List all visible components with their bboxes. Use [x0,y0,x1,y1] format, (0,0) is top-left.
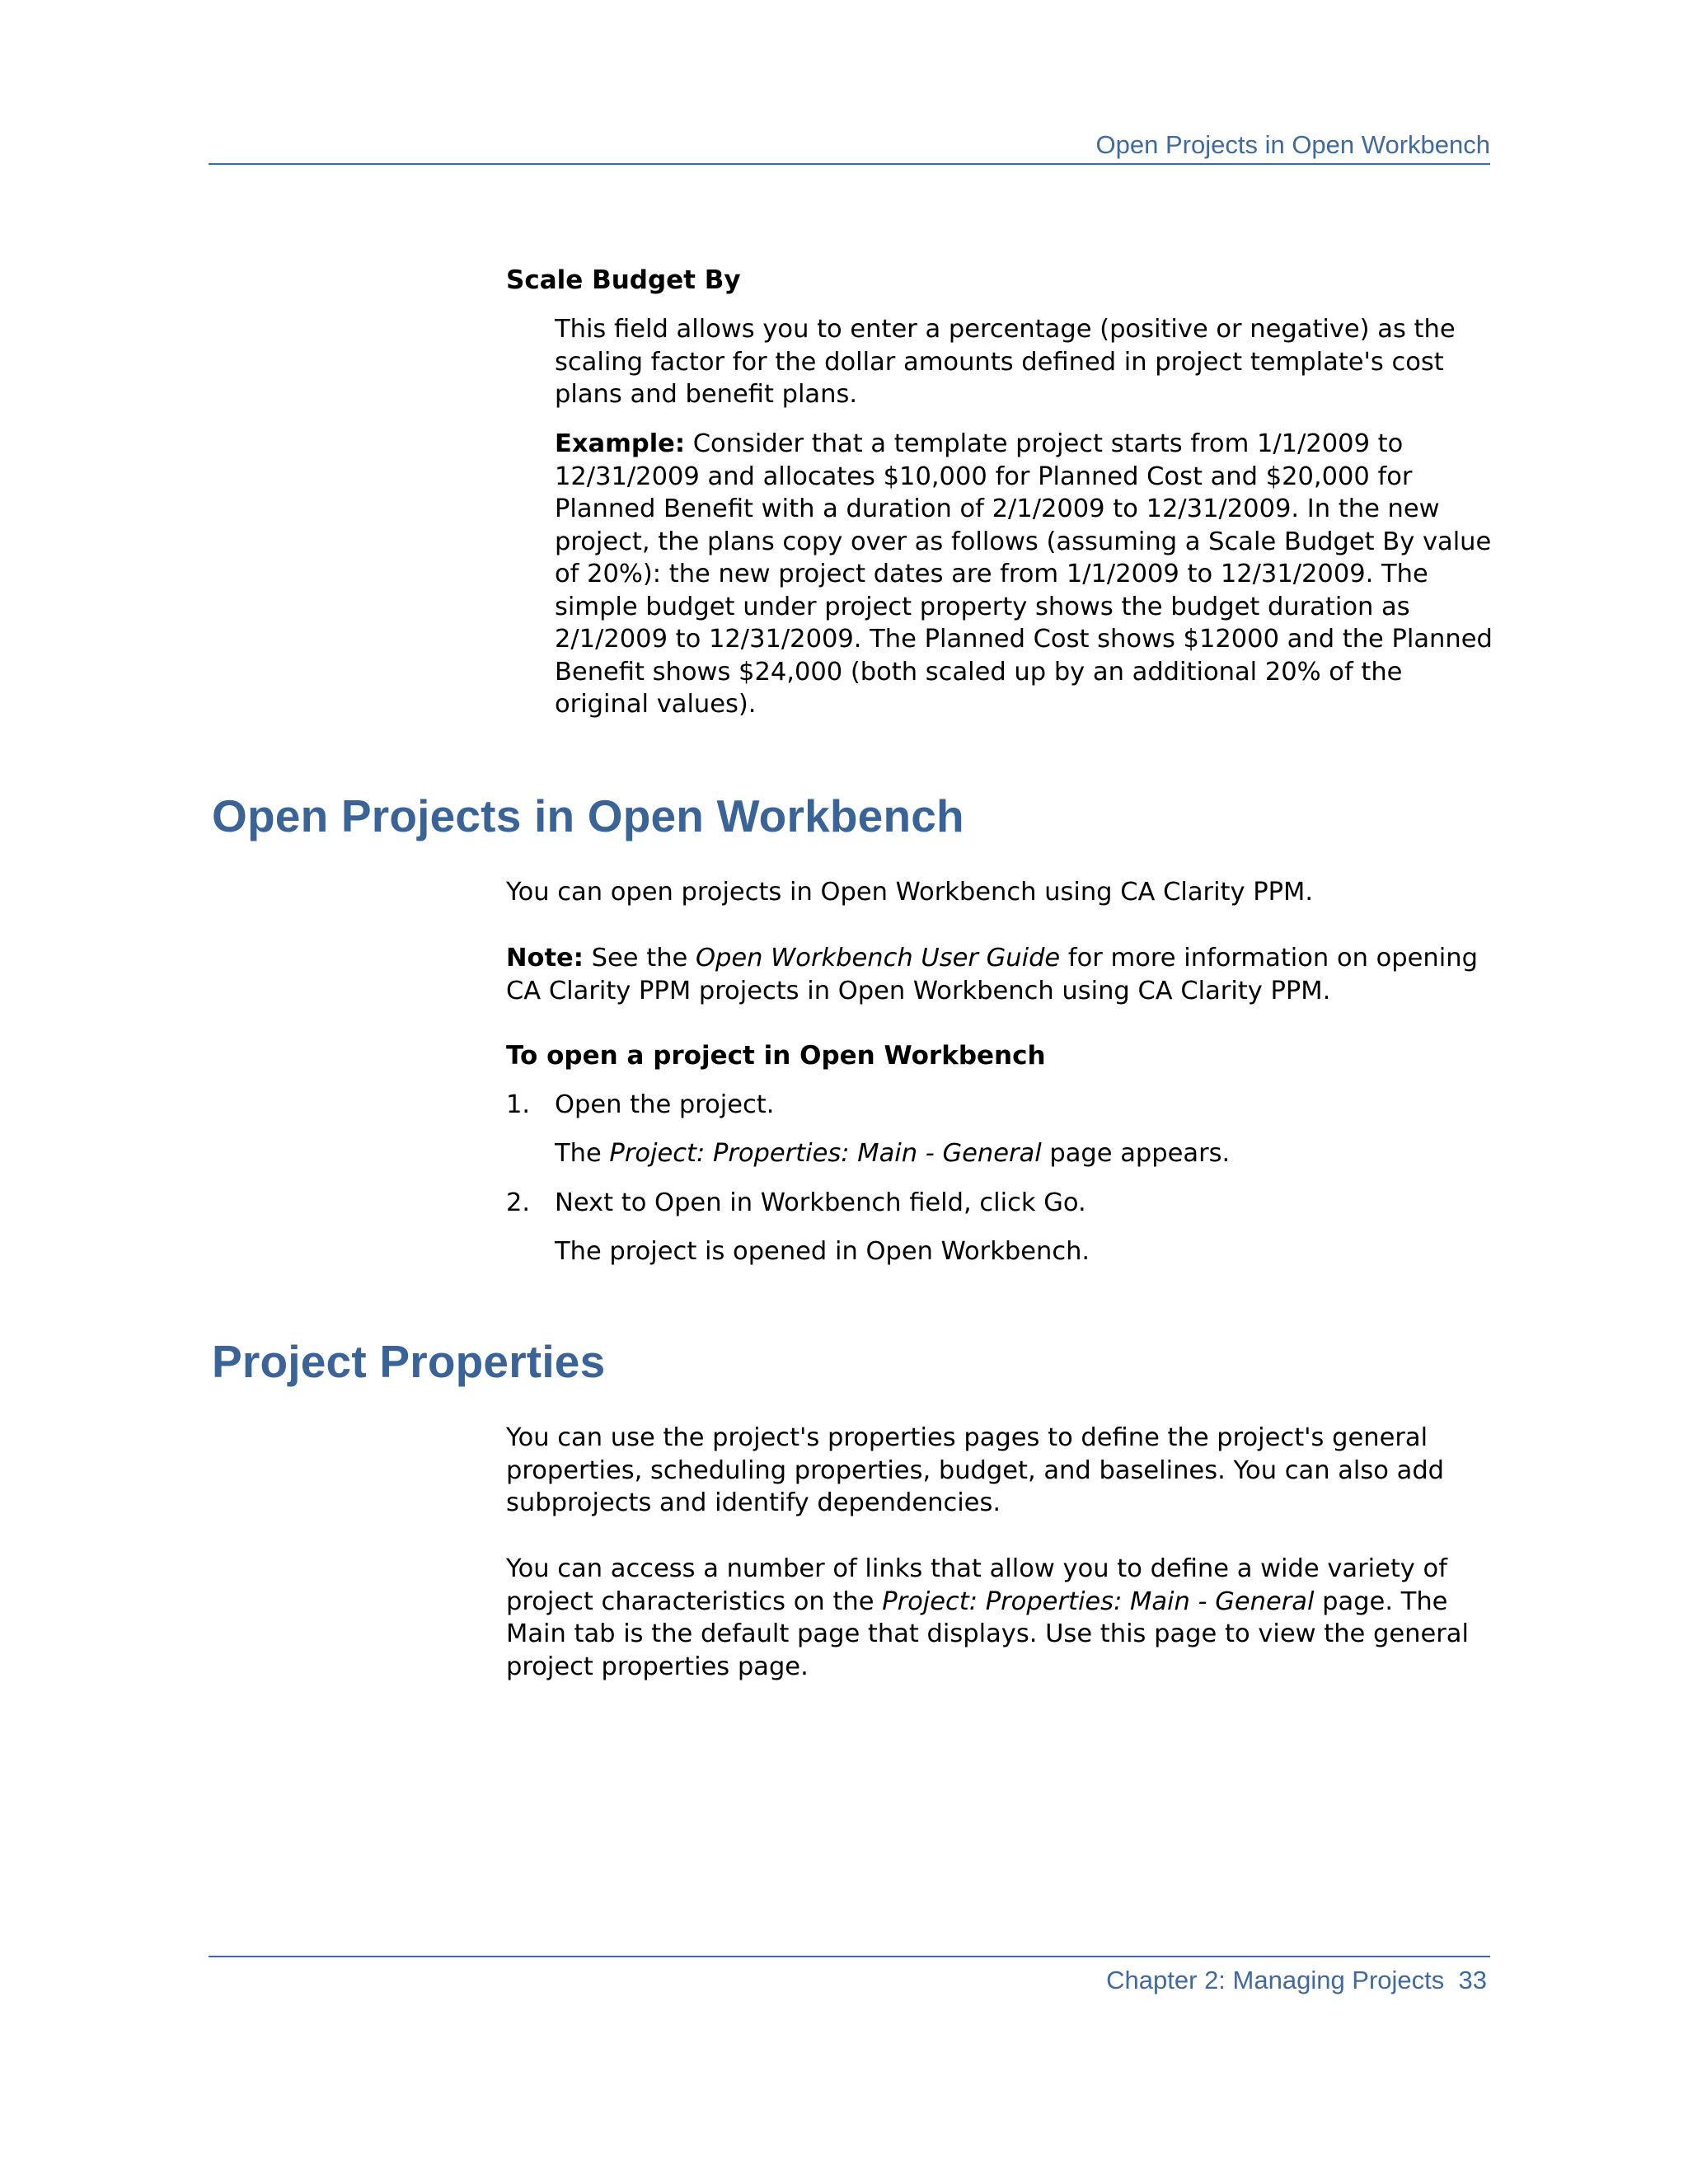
project-properties-para-1: You can use the project's properties pages to define the project's general properties, scheduling properties, budget, and baselines. You can also add subprojects and identify dependencies. [506,1423,1445,1517]
running-footer: Chapter 2: Managing Projects 33 [1106,1966,1487,1994]
step-2-result: The project is opened in Open Workbench. [555,1237,1090,1266]
project-properties-para-2 [506,1553,1495,1683]
para-2-post: page. The Main tab is the default page that displays. Use this page to view the general project properties page. [506,1586,1469,1681]
step-1-result-page: Project: Properties: Main - General [609,1139,1042,1168]
step-2-text: Next to Open in Workbench field, click Go. [555,1188,1086,1217]
open-projects-note [506,942,1495,1007]
para-2-pre: You can access a number of links that allow you to define a wide variety of project characteristics on the [506,1554,1447,1616]
open-projects-intro: You can open projects in Open Workbench using CA Clarity PPM. [506,878,1314,907]
step-1-result-post: page appears. [1041,1139,1231,1168]
project-properties-heading: Project Properties [212,1336,606,1387]
step-1-result [555,1137,1494,1170]
para-2-page-name: Project: Properties: Main - General [882,1586,1315,1616]
scale-budget-example [555,428,1494,721]
running-header: Open Projects in Open Workbench [1095,130,1490,159]
step-2-number: 2. [506,1188,531,1217]
footer-rule [209,1956,1490,1957]
step-1-text: Open the project. [555,1090,775,1119]
step-1-result-pre: The [555,1139,610,1168]
open-projects-heading: Open Projects in Open Workbench [212,790,964,841]
header-rule [209,163,1490,165]
step-1-number: 1. [506,1090,531,1119]
procedure-heading: To open a project in Open Workbench [506,1041,1046,1071]
user-guide-title: Open Workbench User Guide [695,944,1061,972]
note-text-pre: See the [583,944,696,972]
example-text: Consider that a template project starts from 1/1/2009 to 12/31/2009 and allocates $10,000 for Planned Cost and $20,000 for Planned Benefit with a duration of 2/1/2009 to 12/31/2009. In the new project, the plans copy over as follows (assuming a Scale Budget By value of 20%): the new project dates are from 1/1/2009 to 12/31/2009. The simple budget under project property shows the budget duration as 2/1/2009 to 12/31/2009. The Planned Cost shows $12000 and the Planned Benefit shows $24,000 (both scaled up by an additional 20% of the original values). [555,429,1493,719]
note-text-post: for more information on opening CA Clarity PPM projects in Open Workbench using CA Clarity PPM. [506,944,1478,1005]
scale-budget-heading: Scale Budget By [506,265,741,295]
scale-budget-description: This field allows you to enter a percentage (positive or negative) as the scaling factor for the dollar amounts defined in project template's cost plans and benefit plans. [555,315,1456,409]
note-label: Note: [506,944,584,972]
example-label: Example: [555,429,686,458]
